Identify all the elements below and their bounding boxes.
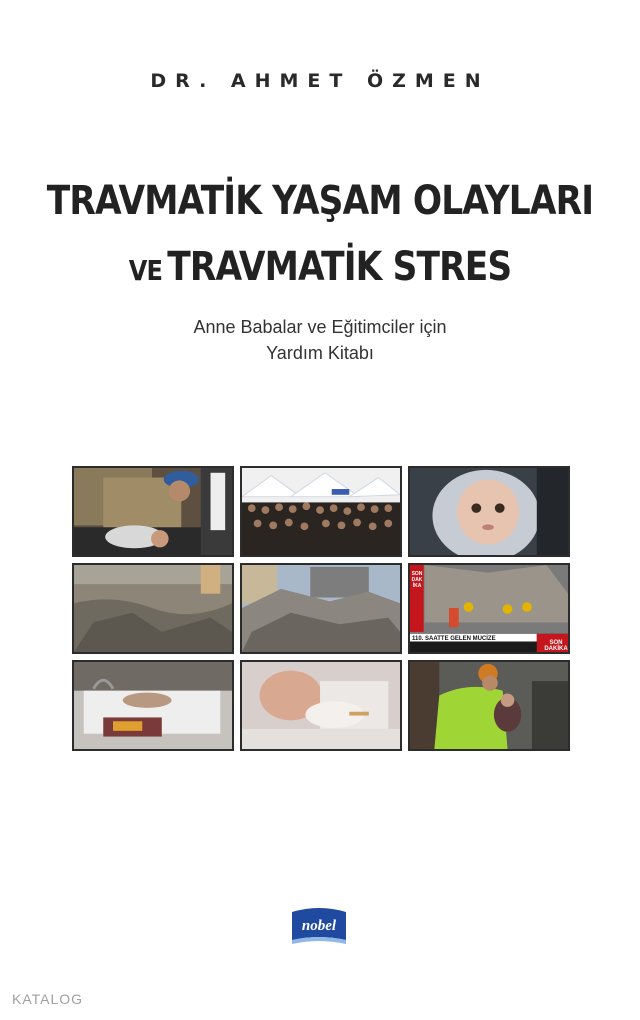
author-name: DR. AHMET ÖZMEN bbox=[150, 70, 490, 92]
title-line-2-main: TRAVMATİK STRES bbox=[167, 244, 512, 290]
rescuer-carrying-child-photo bbox=[408, 660, 570, 751]
news-ticker-text: 110. SAATTE GELEN MUCİZE bbox=[412, 636, 496, 642]
title-connector: VE bbox=[128, 254, 163, 287]
subtitle-line-1: Anne Babalar ve Eğitimciler için bbox=[193, 317, 447, 337]
news-tag-top: SON DAKİKA bbox=[411, 571, 423, 589]
embedded-id-text: Ki503962 bbox=[234, 969, 268, 978]
book-title-line-1: TRAVMATİK YAŞAM OLAYLARI bbox=[46, 178, 594, 224]
aerial-rubble-photo bbox=[72, 563, 234, 654]
news-tag-bottom: SON DAKİKA bbox=[544, 640, 568, 652]
crowd-at-tents-photo bbox=[240, 466, 402, 557]
subtitle-line-2: Yardım Kitabı bbox=[266, 343, 374, 363]
soldier-rescuing-child-photo bbox=[72, 466, 234, 557]
news-rescue-photo bbox=[408, 563, 570, 654]
book-title-line-2 bbox=[45, 244, 595, 290]
book-subtitle bbox=[0, 314, 640, 366]
infant-in-incubator-photo bbox=[240, 660, 402, 751]
katalog-watermark: KATALOG bbox=[12, 991, 84, 1007]
hospital-bed-photo bbox=[72, 660, 234, 751]
svg-text:nobel: nobel bbox=[301, 918, 337, 934]
nobel-publisher-logo bbox=[288, 906, 350, 948]
collapsed-building-photo bbox=[240, 563, 402, 654]
baby-in-blanket-photo bbox=[408, 466, 570, 557]
